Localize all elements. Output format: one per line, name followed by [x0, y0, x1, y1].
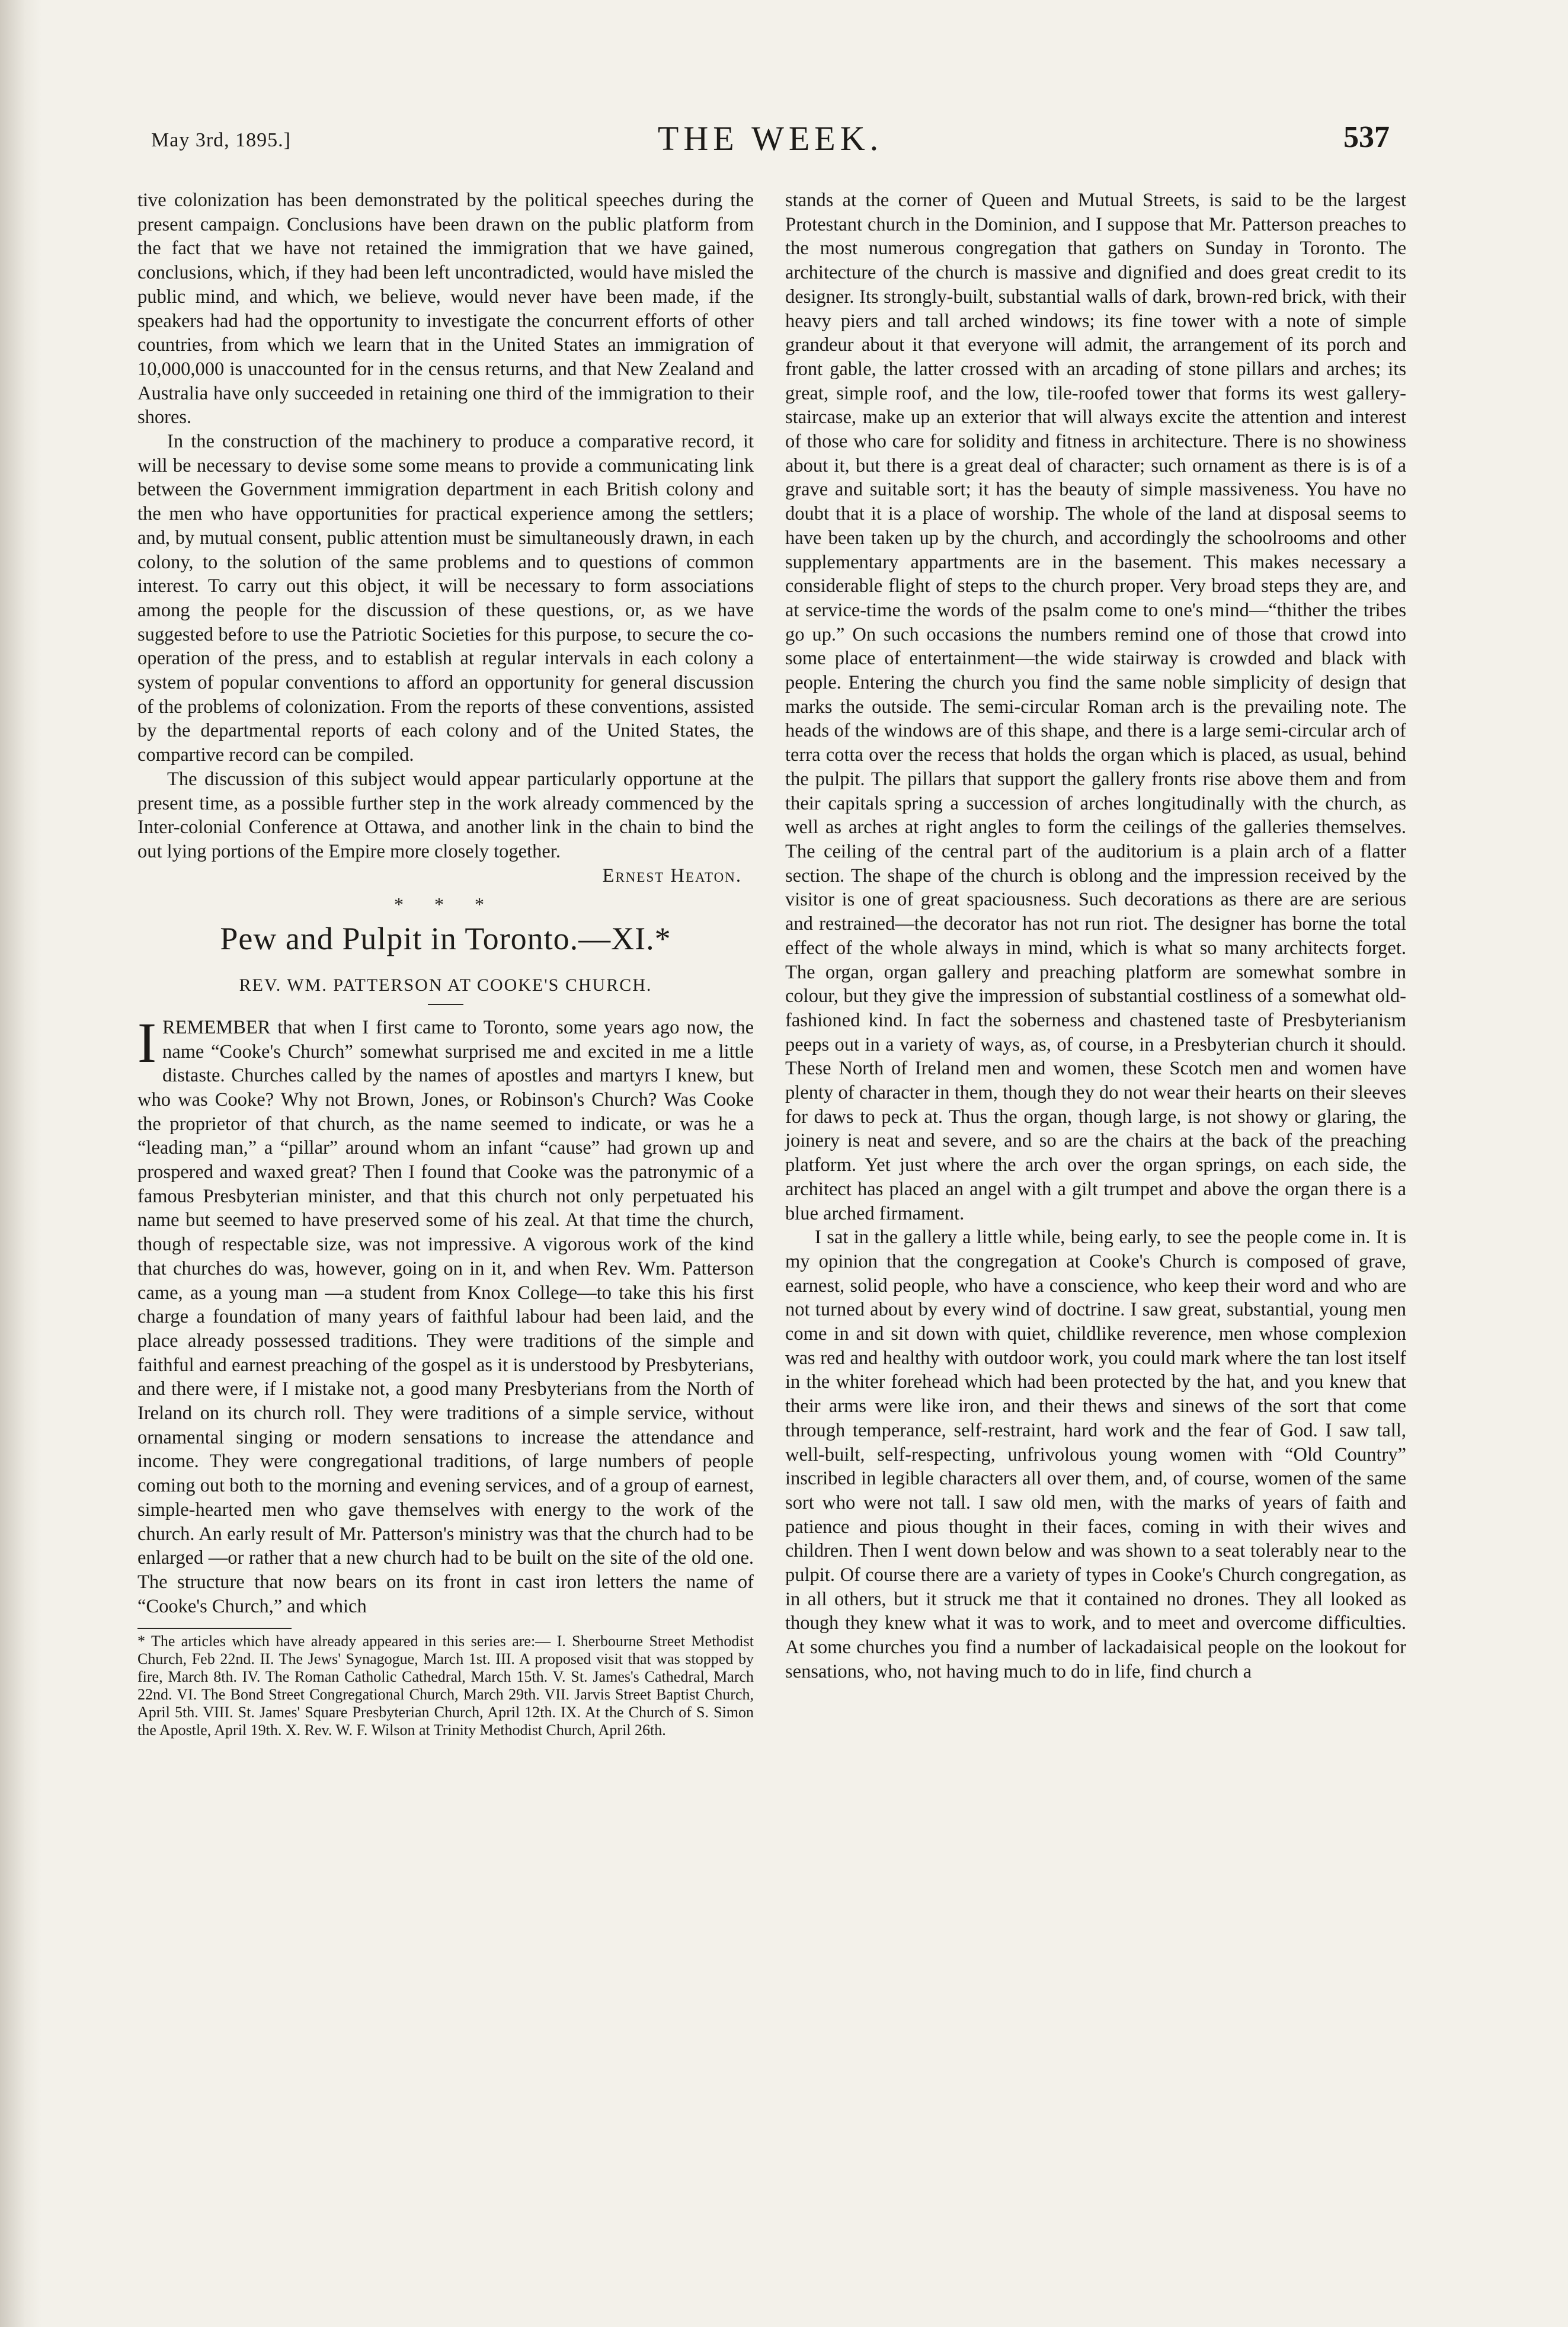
section-divider-stars: * * * — [394, 894, 497, 916]
footnote: * The articles which have already appeared in this series are:— I. Sherbourne Street Methodist Church, Feb 22nd. II. The Jews' Synagogue, March 1st. III. A proposed visit that was stopped by fire, March 8th. IV. The Roman Catholic Cathedral, March 15th. V. St. James's Cathedral, March 22nd. VI. The Bond Street Congregational Church, March 29th. VII. Jarvis Street Baptist Church, April 5th. VIII. St. James' Square Presbyterian Church, April 12th. IX. At the Church of S. Simon the Apostle, April 19th. X. Rev. W. F. Wilson at Trinity Methodist Church, April 26th. — [137, 1633, 754, 1739]
paragraph: tive colonization has been demonstrated by the political speeches during the present campaign. Conclusions have been drawn on the public platform from the fact that we have not retained the immigration that we have gained, conclusions, which, if they had been left uncontradicted, would have misled the public mind, and which, we believe, would never have been made, if the speakers had had the opportunity to investigate the concurrent efforts of other countries, from which we learn that in the United States an immigration of 10,000,000 is unaccounted for in the census returns, and that New Zealand and Australia have only succeeded in retaining one third of the immigration to their shores. — [137, 190, 754, 428]
paragraph: I sat in the gallery a little while, being early, to see the people come in. It is my opinion that the congregation at Cooke's Church is composed of grave, earnest, solid people, who have a conscience, who keep their word and who are not turned about by every wind of doctrine. I saw great, substantial, young men come in and sit down with quiet, childlike reverence, men whose complexion was red and healthy with outdoor work, you could mark where the tan lost itself in the whiter forehead which had been protected by the hat, and you knew that their arms were like iron, and their thews and sinews of the sort that come through temperance, self-restraint, hard work and the fear of God. I saw tall, well-built, self-respecting, unfrivolous young women with “Old Country” inscribed in legible characters all over them, and, of course, women of the same sort who were not tall. I saw old men, with the marks of years of faith and patience and pious thought in their faces, coming in with their wives and children. Then I went down below and was shown to a seat tolerably near to the pulpit. Of course there are a variety of types in Cooke's Church congregation, as in all others, but it struck me that it contained no drones. They all looked as though they knew what it was to work, and to meet and overcome difficulties. At some churches you find a number of lackadaisical people on the lookout for sensations, who, not having much to do in life, find church a — [785, 1227, 1406, 1682]
drop-cap: I — [137, 1010, 156, 1074]
author-signature: Ernest Heaton. — [602, 865, 742, 886]
right-column — [785, 188, 1406, 1684]
page-header — [151, 119, 1390, 160]
article-subtitle: REV. WM. PATTERSON AT COOKE'S CHURCH. — [239, 975, 652, 996]
left-column — [137, 188, 754, 1739]
footnote-rule — [137, 1628, 292, 1629]
article-opening-paragraph — [137, 1010, 754, 1619]
lead-word: REMEMBER — [162, 1016, 271, 1038]
page-edge-shadow — [0, 0, 41, 2327]
issue-date: May 3rd, 1895.] — [151, 129, 291, 151]
paragraph: In the construction of the machinery to produce a comparative record, it will be necessary to devise some some means to provide a communicating link between the Government immigration department in each British colony and the men who have opportunities for practical experience among the settlers; and, by mutual consent, public attention must be simultaneously drawn, in each colony, to the solution of the same problems and to questions of common interest. To carry out this object, it will be necessary to form associations among the people for the discussion of these questions, or, as we have suggested before to use the Patriotic Societies for this purpose, to secure the co-operation of the press, and to establish at regular intervals in each colony a system of popular conventions to afford an opportunity for general discussion of the problems of colonization. From the reports of these conventions, assisted by the departmental reports of each colony and of the United States, the compartive record can be compiled. — [137, 431, 754, 766]
paragraph: stands at the corner of Queen and Mutual Streets, is said to be the largest Protestant church in the Dominion, and I suppose that Mr. Patterson preaches to the most numerous congregation that gathers on Sunday in Toronto. The architecture of the church is massive and dignified and does great credit to its designer. Its strongly-built, substantial walls of dark, brown-red brick, with their heavy piers and tall arched windows; its fine tower with a note of simple grandeur about it that everyone will admit, the arrangement of its porch and front gable, the latter crossed with an arcading of stone pillars and arches; its great, simple roof, and the low, tile-roofed tower that forms its west gallery-staircase, make up an exterior that will always excite the attention and interest of those who care for solidity and fitness in architecture. There is no showiness about it, but there is a great deal of character; such ornament as there is is of a grave and suitable sort; it has the beauty of simple massiveness. You have no doubt that it is a place of worship. The whole of the land at disposal seems to have been taken up by the church, and accordingly the schoolrooms and other supplementary appartments are in the basement. This makes necessary a considerable flight of steps to the church proper. Very broad steps they are, and at service-time the words of the psalm come to one's mind—“thither the tribes go up.” On such occasions the numbers remind one of those that crowd into some place of entertainment—the wide stairway is crowded and black with people. Entering the church you find the same noble simplicity of design that marks the outside. The semi-circular Roman arch is the prevailing note. The heads of the windows are of this shape, and there is a large semi-circular arch of terra cotta over the recess that holds the organ which is placed, as usual, behind the pulpit. The pillars that support the gallery fronts rise above them and from their capitals spring a succession of arches longitudinally with the church, as well as arches at right angles to form the ceilings of the galleries themselves. The ceiling of the central part of the auditorium is a plain arch of a flatter section. The shape of the church is oblong and the impression received by the visitor is one of great spaciousness. Such decorations as there are are serious and restrained—the decorator has not run riot. The designer has borne the total effect of the whole always in mind, which is what so many architects forget. The organ, organ gallery and preaching platform are somewhat sombre in colour, but they give the impression of substantial costliness of a somewhat old-fashioned kind. In fact the soberness and chastened taste of Presbyterianism peeps out in a variety of ways, as, of course, in a Presbyterian church it should. These North of Ireland men and women, these Scotch men and women have plenty of character in them, though they do not wear their hearts on their sleeves for daws to peck at. Thus the organ, though large, is not showy or glaring, the joinery is neat and severe, and so are the chairs at the back of the preaching platform. Yet just where the arch over the organ springs, on each side, the architect has placed an angel with a gilt trumpet and above the organ there is a blue arched firmament. — [785, 190, 1406, 1224]
journal-title: THE WEEK. — [657, 119, 884, 158]
title-rule — [428, 1004, 463, 1005]
article-title: Pew and Pulpit in Toronto.—XI.* — [220, 921, 671, 957]
paragraph: The discussion of this subject would appear particularly opportune at the present time, as a possible further step in the work already commenced by the Inter-colonial Conference at Ottawa, and another link in the chain to bind the out lying portions of the Empire more closely together. — [137, 768, 754, 862]
page-number: 537 — [1343, 120, 1390, 154]
paragraph-text: that when I first came to Toronto, some years ago now, the name “Cooke's Church” somewhat surprised me and excited in me a little distaste. Churches called by the names of apostles and martyrs I knew, but who was Cooke? Why not Brown, Jones, or Robinson's Church? Was Cooke the proprietor of that church, as the name seemed to indicate, or was he a “leading man,” a “pillar” around whom an infant “cause” had grown up and prospered and waxed great? Then I found that Cooke was the patronymic of a famous Presbyterian minister, and that this church not only perpetuated his name but seemed to have preserved some of his zeal. At that time the church, though of respectable size, was not impressive. A vigorous work of the kind that churches do was, however, going on in it, and when Rev. Wm. Patterson came, as a young man —a student from Knox College—to take this his first charge a foundation of many years of faithful labour had been laid, and the place already possessed traditions. They were traditions of the simple and faithful and earnest preaching of the gospel as it is understood by Presbyterians, and there were, if I mistake not, a good many Presbyterians from the North of Ireland on its church roll. They were traditions of a simple service, without ornamental singing or modern sensations to increase the attendance and income. They were congregational traditions, of large numbers of people coming out both to the morning and evening services, and of a group of earnest, simple-hearted men who gave themselves with energy to the work of the church. An early result of Mr. Patterson's ministry was that the church had to be enlarged —or rather that a new church had to be built on the site of the old one. The structure that now bears on its front in cast iron letters the name of “Cooke's Church,” and which — [137, 1016, 754, 1617]
